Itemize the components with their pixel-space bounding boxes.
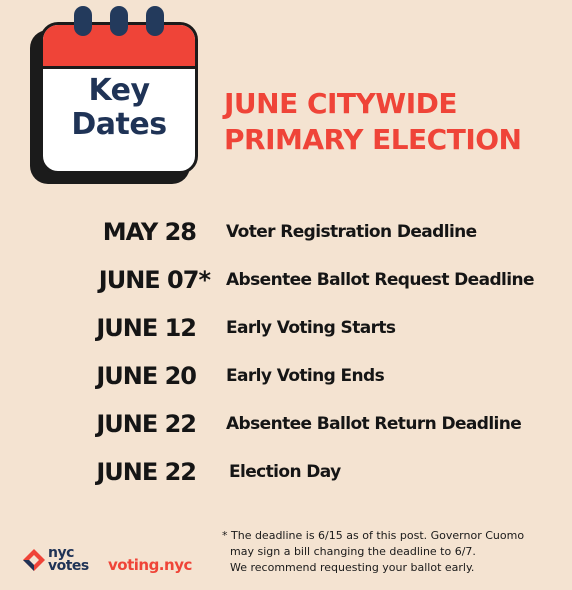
- footnote-line2: may sign a bill changing the deadline to 6/7.: [230, 545, 476, 558]
- date-value: JUNE 20: [96, 362, 196, 390]
- list-item: [0, 356, 572, 396]
- date-value: JUNE 07*: [98, 266, 210, 294]
- logo-wordmark: [48, 547, 89, 573]
- list-item: [0, 260, 572, 300]
- website-link[interactable]: voting.nyc: [108, 556, 192, 574]
- date-label: Early Voting Ends: [226, 366, 385, 386]
- list-item: [0, 212, 572, 252]
- calendar-ring-icon: [146, 6, 164, 36]
- date-value: MAY 28: [102, 218, 196, 246]
- page-title-line1: JUNE CITYWIDE: [224, 87, 457, 120]
- date-value: JUNE 22: [96, 458, 196, 486]
- date-label: Voter Registration Deadline: [226, 222, 477, 242]
- list-item: [0, 452, 572, 492]
- calendar-icon: [30, 22, 198, 192]
- list-item: [0, 404, 572, 444]
- calendar-label-line1: Key: [88, 73, 150, 108]
- date-value: JUNE 22: [96, 410, 196, 438]
- page-title: [224, 86, 564, 158]
- footnote-line3: We recommend requesting your ballot early.: [230, 561, 475, 574]
- footnote-line1: * The deadline is 6/15 as of this post. Governor Cuomo: [222, 529, 525, 542]
- calendar-ring-icon: [74, 6, 92, 36]
- date-label: Election Day: [229, 462, 341, 482]
- nyc-votes-logo: [22, 545, 112, 578]
- date-value: JUNE 12: [96, 314, 196, 342]
- footnote: [222, 528, 568, 576]
- list-item: [0, 308, 572, 348]
- logo-line1: nyc: [48, 545, 74, 561]
- calendar-ring-icon: [110, 6, 128, 36]
- calendar-label-line2: Dates: [71, 107, 167, 142]
- calendar-label: [40, 74, 198, 142]
- date-label: Absentee Ballot Return Deadline: [226, 414, 522, 434]
- date-label: Early Voting Starts: [226, 318, 396, 338]
- logo-line2: votes: [48, 558, 89, 574]
- page-title-line2: PRIMARY ELECTION: [224, 123, 522, 156]
- diamond-logo-icon: [22, 548, 46, 572]
- date-label: Absentee Ballot Request Deadline: [226, 270, 534, 290]
